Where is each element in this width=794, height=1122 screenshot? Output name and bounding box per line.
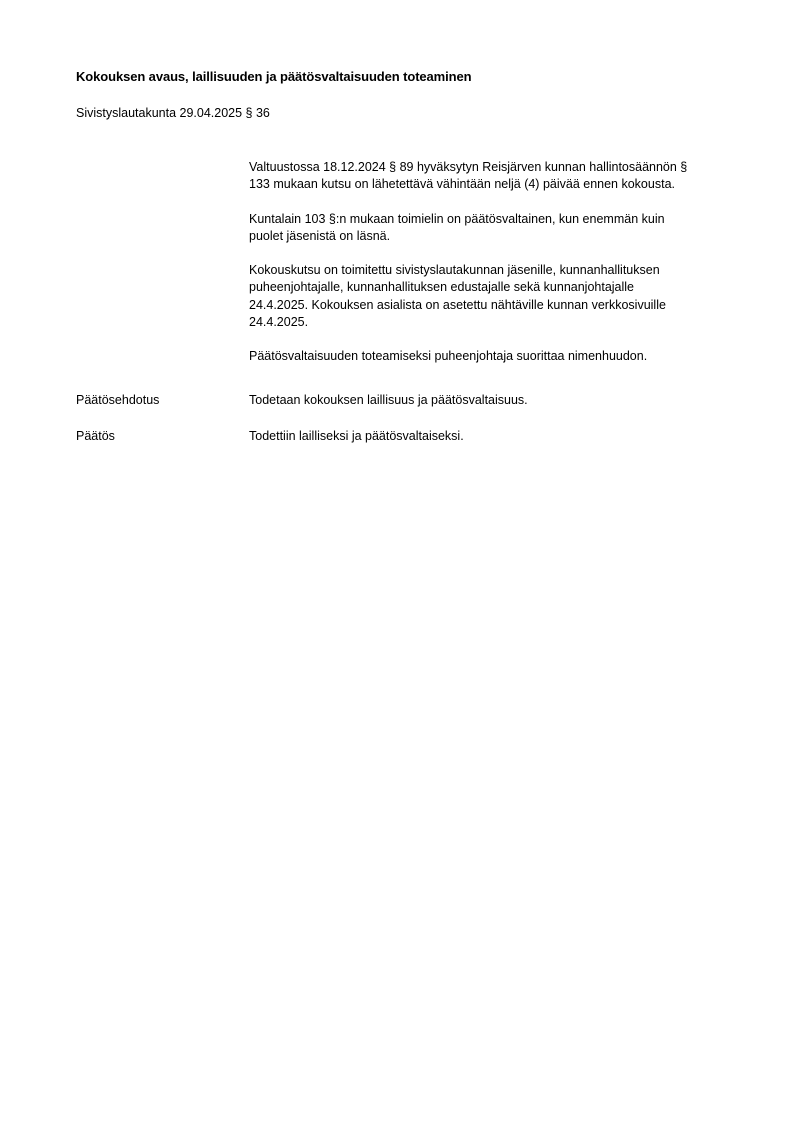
meeting-reference: Sivistyslautakunta 29.04.2025 § 36 [76,106,270,120]
paragraph-invitation-delivery [249,262,739,331]
agenda-item-title: Kokouksen avaus, laillisuuden ja päätösvaltaisuuden toteaminen [76,69,472,84]
paragraph-line: Kokouskutsu on toimitettu sivistyslautakunnan jäsenille, kunnanhallituksen [249,263,660,278]
paragraph-line: Valtuustossa 18.12.2024 § 89 hyväksytyn Reisjärven kunnan hallintosäännön § [249,160,688,174]
paragraph-quorum-rule [249,211,739,245]
paragraph-invitation-rule [249,159,739,193]
proposal-label: Päätösehdotus [76,393,160,407]
paragraph-roll-call [249,348,739,365]
paragraph-line: 133 mukaan kutsu on lähetettävä vähintään neljä (4) päivää ennen kokousta. [249,177,675,192]
paragraph-line: puolet jäsenistä on läsnä. [249,228,391,243]
proposal-text: Todetaan kokouksen laillisuus ja päätösvaltaisuus. [249,393,528,407]
paragraph-line: puheenjohtajalle, kunnanhallituksen edustajalle sekä kunnanjohtajalle [249,280,635,295]
decision-label: Päätös [76,429,115,443]
decision-text: Todettiin lailliseksi ja päätösvaltaiseksi. [249,429,464,443]
paragraph-line: 24.4.2025. Kokouksen asialista on asetettu nähtäville kunnan verkkosivuille [249,297,666,312]
agenda-item-body [249,159,739,383]
paragraph-line: 24.4.2025. [249,314,309,329]
paragraph-line: Päätösvaltaisuuden toteamiseksi puheenjohtaja suorittaa nimenhuudon. [249,349,648,364]
paragraph-line: Kuntalain 103 §:n mukaan toimielin on päätösvaltainen, kun enemmän kuin [249,211,665,226]
